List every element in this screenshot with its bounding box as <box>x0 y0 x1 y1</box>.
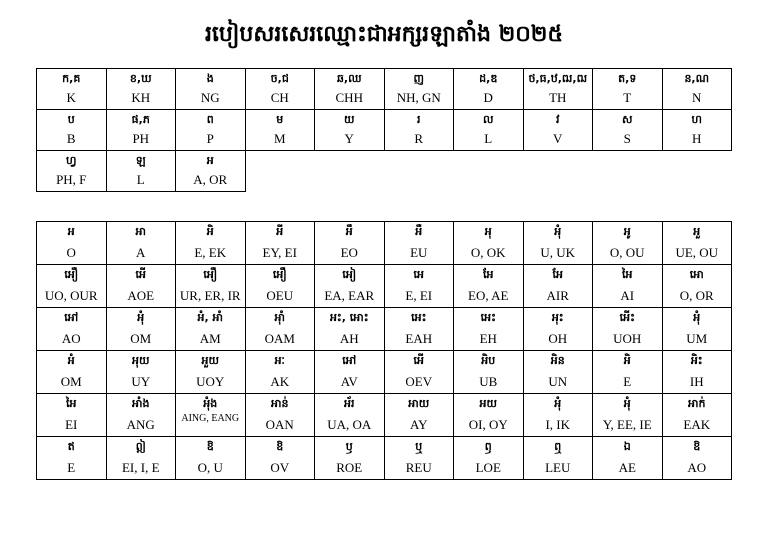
table-cell <box>106 69 176 110</box>
table-cell <box>593 265 663 308</box>
khmer-letter: ដ,ឌ <box>479 72 498 85</box>
table-cell <box>176 265 246 308</box>
khmer-letter: អយ <box>479 397 497 410</box>
khmer-letter: ឱ <box>276 440 284 453</box>
latin-romanization: O, OR <box>679 288 714 303</box>
latin-romanization: UB <box>479 374 498 389</box>
latin-romanization: O, OK <box>470 245 506 260</box>
latin-romanization: EI, I, E <box>121 460 160 475</box>
latin-romanization: UE, OU <box>675 245 719 260</box>
latin-romanization: OH <box>548 331 568 346</box>
khmer-letter: អុំ <box>623 397 631 410</box>
khmer-letter: ប <box>67 113 75 126</box>
table-cell <box>454 394 524 437</box>
latin-romanization: H <box>692 131 702 146</box>
khmer-letter: អំ, អាំ <box>197 311 223 324</box>
table-cell <box>523 437 593 480</box>
table-cell <box>593 110 663 151</box>
khmer-letter: អើ <box>135 268 146 281</box>
table-cell <box>176 437 246 480</box>
table-cell <box>245 265 315 308</box>
latin-romanization: L <box>136 172 145 187</box>
khmer-letter: អូ <box>623 225 631 238</box>
table-cell <box>106 222 176 265</box>
khmer-letter: អុាំ <box>274 311 285 324</box>
khmer-letter: អិះ <box>690 354 703 367</box>
latin-romanization: S <box>623 131 631 146</box>
consonant-row <box>37 110 732 151</box>
khmer-letter: អឺ <box>415 225 423 238</box>
latin-romanization: OM <box>130 331 152 346</box>
latin-romanization: B <box>66 131 76 146</box>
latin-romanization: ROE <box>336 460 363 475</box>
latin-romanization: AK <box>270 374 290 389</box>
khmer-letter: អេះ <box>411 311 427 324</box>
table-cell <box>315 437 385 480</box>
khmer-letter: ឫ <box>345 440 353 453</box>
table-cell <box>593 222 663 265</box>
latin-romanization: TH <box>549 90 567 105</box>
vowel-row <box>37 308 732 351</box>
khmer-letter: អៈ <box>274 354 285 367</box>
latin-romanization: CH <box>270 90 289 105</box>
latin-romanization: UA, OA <box>327 417 372 432</box>
empty-cell <box>315 151 385 192</box>
latin-romanization: O, U <box>197 460 223 475</box>
table-cell <box>384 351 454 394</box>
empty-cell <box>454 151 524 192</box>
table-cell <box>593 437 663 480</box>
table-cell <box>384 265 454 308</box>
table-cell <box>384 69 454 110</box>
khmer-letter: ឱ <box>693 440 701 453</box>
latin-romanization: NG <box>200 90 220 105</box>
khmer-letter: ន,ណ <box>684 72 710 85</box>
latin-romanization: AE <box>618 460 636 475</box>
latin-romanization: I, IK <box>545 417 571 432</box>
table-cell <box>662 308 732 351</box>
table-cell <box>245 308 315 351</box>
table-cell <box>662 394 732 437</box>
khmer-letter: អិ <box>206 225 214 238</box>
table-cell <box>37 394 107 437</box>
table-cell <box>245 351 315 394</box>
latin-romanization: L <box>484 131 493 146</box>
khmer-letter: ញ <box>413 72 424 85</box>
khmer-letter: អិប <box>481 354 496 367</box>
khmer-letter: អែ <box>552 268 563 281</box>
khmer-letter: ឮ <box>554 440 562 453</box>
table-cell <box>315 265 385 308</box>
latin-romanization: AO <box>61 331 81 346</box>
table-cell <box>176 308 246 351</box>
consonant-row <box>37 151 732 192</box>
latin-romanization: OI, OY <box>468 417 508 432</box>
latin-romanization: U, UK <box>540 245 576 260</box>
khmer-letter: អុយ <box>132 354 150 367</box>
table-cell <box>384 110 454 151</box>
khmer-letter: អុះ <box>551 311 564 324</box>
table-cell <box>315 394 385 437</box>
khmer-letter: ផ,ភ <box>131 113 150 126</box>
khmer-letter: អុំ <box>554 225 562 238</box>
table-cell <box>523 308 593 351</box>
khmer-letter: អេះ <box>480 311 496 324</box>
khmer-letter: ឦ <box>135 440 146 453</box>
khmer-letter: ព <box>206 113 214 126</box>
khmer-letter: រ <box>417 113 421 126</box>
latin-romanization: EY, EI <box>262 245 297 260</box>
table-cell <box>662 110 732 151</box>
latin-romanization: EA, EAR <box>324 288 375 303</box>
khmer-letter: អី <box>276 225 284 238</box>
table-cell <box>593 351 663 394</box>
table-cell <box>176 110 246 151</box>
khmer-letter: អៃ <box>622 268 633 281</box>
empty-cell <box>245 151 315 192</box>
khmer-letter: អៅ <box>64 311 79 324</box>
latin-romanization: O, OU <box>609 245 645 260</box>
latin-romanization: AH <box>339 331 359 346</box>
table-cell <box>37 351 107 394</box>
khmer-letter: យ <box>344 113 355 126</box>
latin-romanization: AM <box>199 331 221 346</box>
table-cell <box>593 308 663 351</box>
khmer-letter: អំ <box>67 354 75 367</box>
latin-romanization: Y <box>344 131 354 146</box>
khmer-letter: អឿ <box>64 268 79 281</box>
latin-romanization: OAN <box>265 417 294 432</box>
latin-romanization: EH <box>479 331 497 346</box>
table-cell <box>37 265 107 308</box>
latin-romanization: D <box>483 90 493 105</box>
table-cell <box>593 394 663 437</box>
table-cell <box>454 110 524 151</box>
khmer-letter: អ <box>67 225 75 238</box>
table-cell <box>245 394 315 437</box>
khmer-letter: អើ <box>413 354 424 367</box>
vowel-row <box>37 437 732 480</box>
latin-romanization: OV <box>270 460 290 475</box>
latin-romanization: AV <box>340 374 358 389</box>
table-cell <box>37 69 107 110</box>
khmer-letter: អៀ <box>342 268 357 281</box>
latin-romanization: UOY <box>196 374 225 389</box>
khmer-letter: អិន <box>550 354 565 367</box>
khmer-letter: ក,គ <box>62 72 81 85</box>
khmer-letter: ខ,ឃ <box>129 72 152 85</box>
khmer-letter: ល <box>483 113 494 126</box>
table-cell <box>384 394 454 437</box>
consonant-row <box>37 69 732 110</box>
khmer-letter: អឿ <box>203 268 218 281</box>
latin-romanization: AING, EANG <box>181 413 240 424</box>
table-cell <box>37 110 107 151</box>
khmer-letter: អើះ <box>619 311 635 324</box>
table-cell <box>106 265 176 308</box>
khmer-letter: អុំង <box>203 397 218 410</box>
table-cell <box>176 394 246 437</box>
empty-cell <box>384 151 454 192</box>
khmer-letter: អុំ <box>693 311 701 324</box>
table-cell <box>106 394 176 437</box>
table-cell <box>454 351 524 394</box>
table-cell <box>523 69 593 110</box>
vowel-row <box>37 265 732 308</box>
latin-romanization: UY <box>131 374 151 389</box>
latin-romanization: E <box>623 374 632 389</box>
latin-romanization: REU <box>405 460 432 475</box>
vowel-row <box>37 222 732 265</box>
latin-romanization: CHH <box>335 90 363 105</box>
table-cell <box>245 110 315 151</box>
latin-romanization: OEU <box>266 288 294 303</box>
latin-romanization: EU <box>410 245 428 260</box>
latin-romanization: PH, F <box>56 172 87 187</box>
table-cell <box>106 151 176 192</box>
table-cell <box>384 222 454 265</box>
latin-romanization: UOH <box>613 331 642 346</box>
latin-romanization: A, OR <box>193 172 228 187</box>
khmer-letter: អឹ <box>345 225 353 238</box>
table-cell <box>662 437 732 480</box>
table-cell <box>106 308 176 351</box>
table-cell <box>315 69 385 110</box>
table-cell <box>176 351 246 394</box>
latin-romanization: EO, AE <box>468 288 509 303</box>
table-cell <box>384 437 454 480</box>
khmer-letter: ឬ <box>415 440 423 453</box>
table-cell <box>384 308 454 351</box>
khmer-letter: ឡ <box>135 154 146 167</box>
latin-romanization: OAM <box>264 331 295 346</box>
table-cell <box>315 110 385 151</box>
table-cell <box>106 437 176 480</box>
table-cell <box>315 308 385 351</box>
table-cell <box>106 351 176 394</box>
table-cell <box>37 222 107 265</box>
table-cell <box>523 222 593 265</box>
table-cell <box>245 69 315 110</box>
table-cell <box>523 351 593 394</box>
table-cell <box>454 222 524 265</box>
khmer-letter: ឭ <box>484 440 492 453</box>
khmer-letter: អុ <box>484 225 492 238</box>
table-cell <box>523 394 593 437</box>
khmer-letter: អាំង <box>132 397 150 410</box>
table-cell <box>523 110 593 151</box>
latin-romanization: PH <box>132 131 150 146</box>
latin-romanization: EO <box>340 245 358 260</box>
khmer-letter: ឥ <box>67 440 75 453</box>
latin-romanization: A <box>136 245 146 260</box>
khmer-letter: ច,ជ <box>270 72 289 85</box>
khmer-letter: អួ <box>693 225 701 238</box>
table-cell <box>593 69 663 110</box>
table-cell <box>454 308 524 351</box>
khmer-letter: អះ, អោះ <box>329 311 369 324</box>
table-cell <box>662 69 732 110</box>
latin-romanization: UR, ER, IR <box>179 288 241 303</box>
latin-romanization: AOE <box>127 288 155 303</box>
latin-romanization: P <box>206 131 214 146</box>
vowel-row <box>37 351 732 394</box>
latin-romanization: V <box>553 131 563 146</box>
empty-cell <box>593 151 663 192</box>
table-cell <box>523 265 593 308</box>
khmer-letter: ហ <box>691 113 702 126</box>
khmer-letter: អុំ <box>554 397 562 410</box>
table-cell <box>106 110 176 151</box>
table-cell <box>37 151 107 192</box>
khmer-letter: អេ <box>413 268 424 281</box>
khmer-letter: អឿ <box>272 268 287 281</box>
khmer-letter: អួយ <box>201 354 219 367</box>
latin-romanization: EAH <box>405 331 433 346</box>
khmer-letter: អាយ <box>408 397 430 410</box>
khmer-letter: ឱ <box>206 440 214 453</box>
khmer-letter: អែ <box>483 268 494 281</box>
khmer-letter: អាក់ <box>688 397 706 410</box>
latin-romanization: IH <box>689 374 704 389</box>
khmer-letter: ឆ,ឈ <box>336 72 362 85</box>
table-cell <box>315 351 385 394</box>
consonant-table <box>36 68 732 192</box>
latin-romanization: AO <box>687 460 707 475</box>
latin-romanization: KH <box>131 90 151 105</box>
latin-romanization: AIR <box>546 288 569 303</box>
khmer-letter: ង <box>206 72 214 85</box>
latin-romanization: UN <box>548 374 568 389</box>
table-cell <box>662 222 732 265</box>
table-cell <box>37 308 107 351</box>
empty-cell <box>662 151 732 192</box>
khmer-letter: អុំ <box>137 311 145 324</box>
latin-romanization: ANG <box>126 417 155 432</box>
khmer-letter: អ <box>206 154 214 167</box>
table-cell <box>176 151 246 192</box>
khmer-letter: ឯ <box>623 440 631 453</box>
latin-romanization: M <box>273 131 286 146</box>
latin-romanization: UO, OUR <box>44 288 98 303</box>
khmer-letter: អិ <box>623 354 631 367</box>
vowel-table <box>36 221 732 480</box>
khmer-letter: វ <box>556 113 560 126</box>
latin-romanization: NH, GN <box>396 90 441 105</box>
table-cell <box>454 437 524 480</box>
latin-romanization: N <box>692 90 702 105</box>
latin-romanization: T <box>623 90 632 105</box>
page-title: របៀបសរសេរឈ្មោះជាអក្សរឡាតាំង ២០២៥ <box>204 22 564 47</box>
khmer-letter: ថ,ធ,ឋ,ឍ,ឍ <box>528 72 588 85</box>
khmer-letter: ស <box>622 113 633 126</box>
table-cell <box>662 265 732 308</box>
latin-romanization: EAK <box>683 417 711 432</box>
table-cell <box>245 222 315 265</box>
latin-romanization: E, EI <box>405 288 433 303</box>
table-cell <box>662 351 732 394</box>
latin-romanization: UM <box>686 331 708 346</box>
khmer-letter: ម <box>276 113 284 126</box>
table-cell <box>37 437 107 480</box>
khmer-letter: អៃ <box>66 397 77 410</box>
latin-romanization: AI <box>620 288 635 303</box>
khmer-letter: អៅ <box>342 354 357 367</box>
latin-romanization: K <box>66 90 76 105</box>
empty-cell <box>523 151 593 192</box>
latin-romanization: OM <box>60 374 82 389</box>
khmer-letter: អាន់ <box>271 397 289 410</box>
latin-romanization: LOE <box>475 460 501 475</box>
table-cell <box>315 222 385 265</box>
khmer-letter: ត,ទ <box>618 72 637 85</box>
khmer-letter: ហ្វ <box>66 154 77 167</box>
table-cell <box>176 222 246 265</box>
table-cell <box>454 69 524 110</box>
latin-romanization: E <box>67 460 76 475</box>
table-cell <box>176 69 246 110</box>
khmer-letter: អោ <box>689 268 704 281</box>
khmer-letter: អ័រ <box>344 397 355 410</box>
latin-romanization: O <box>66 245 76 260</box>
khmer-letter: អា <box>135 225 146 238</box>
vowel-row <box>37 394 732 437</box>
latin-romanization: EI <box>65 417 78 432</box>
latin-romanization: Y, EE, IE <box>602 417 652 432</box>
latin-romanization: E, EK <box>194 245 227 260</box>
latin-romanization: LEU <box>545 460 571 475</box>
latin-romanization: R <box>414 131 424 146</box>
latin-romanization: AY <box>409 417 428 432</box>
table-cell <box>454 265 524 308</box>
table-cell <box>245 437 315 480</box>
latin-romanization: OEV <box>405 374 433 389</box>
